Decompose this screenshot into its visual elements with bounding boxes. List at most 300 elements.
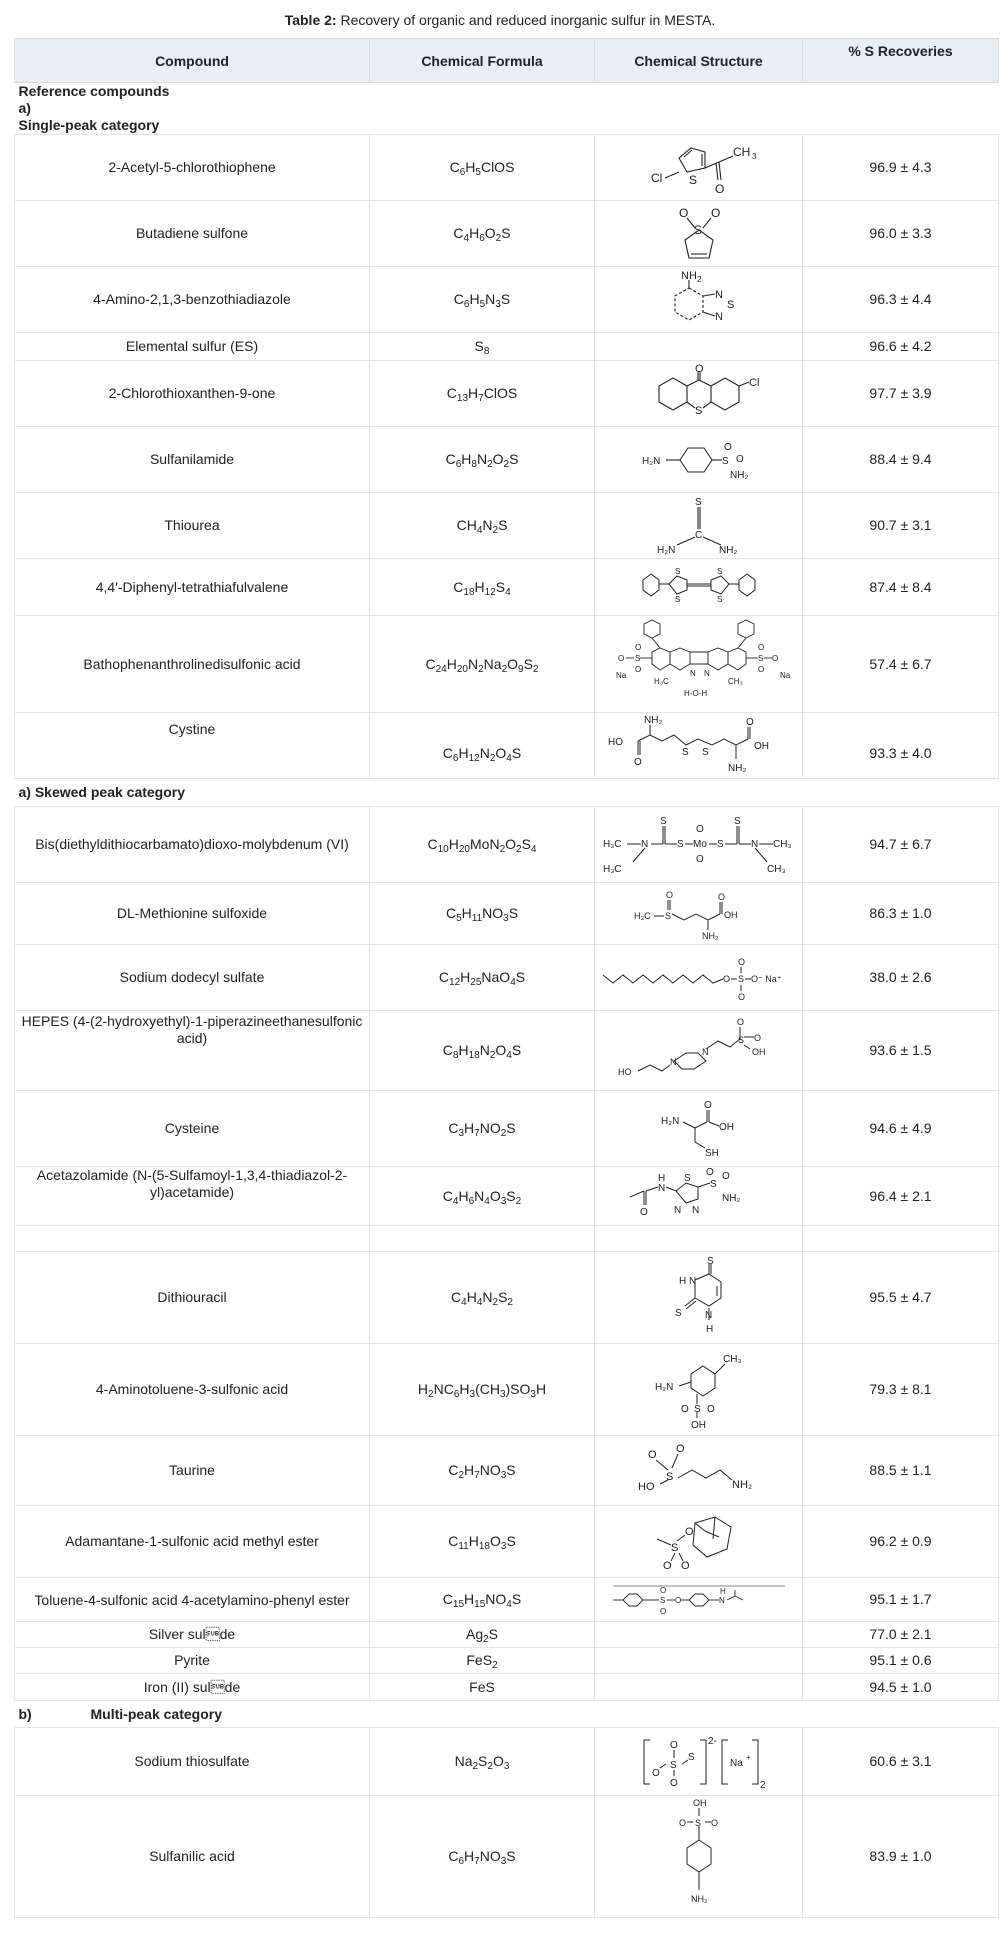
header-row (15, 39, 999, 83)
structure-cell (595, 1506, 803, 1578)
table-row (15, 616, 999, 713)
structure-chlorothioxanthenone (629, 364, 769, 424)
structure-cell (595, 1728, 803, 1796)
structure-cell (595, 1674, 803, 1701)
label-o: O (665, 889, 673, 900)
structure-cell (595, 945, 803, 1011)
compound-name: Sodium dodecyl sulfate (15, 945, 370, 1011)
structure-cell (595, 1578, 803, 1622)
structure-cell (595, 1436, 803, 1506)
label-o: O (659, 1606, 666, 1616)
recovery-value: 94.5 ± 1.0 (803, 1674, 999, 1701)
chemical-formula: $C_{11}H_{18}O_3S$ (370, 1506, 595, 1578)
recovery-value: 96.9 ± 4.3 (803, 135, 999, 201)
structure-2-acetyl-5-chlorothiophene (629, 138, 769, 198)
label-n: N (673, 1205, 681, 1216)
label-s: S (674, 1307, 682, 1319)
label-o: O (680, 1403, 689, 1415)
label-mo: Mo (693, 838, 707, 850)
header-recovery: % S Recoveries (803, 39, 999, 83)
label-o: O (710, 205, 720, 220)
label-s: S (688, 172, 697, 187)
chemical-formula: $C_4H_4N_2S_2$ (370, 1252, 595, 1344)
label-s: S (717, 838, 724, 850)
category-row-skewed (15, 779, 999, 807)
label-n: N (714, 310, 723, 323)
chemical-formula: $C_4H_6N_4O_3S_2$ (370, 1167, 595, 1226)
label-o: O (634, 665, 641, 674)
label-na: Na (779, 671, 790, 680)
label-h2o: H‑O‑H (683, 689, 707, 698)
table-row (15, 361, 999, 427)
label-s: S (709, 1179, 717, 1190)
table-row (15, 1578, 999, 1622)
label-o: O (738, 991, 746, 1002)
compound-name: Acetazolamide (N-(5-Sulfamoyl-1,3,4-thiadiazol-2-yl)acetamide) (15, 1167, 370, 1226)
label-s: S (659, 1595, 665, 1605)
label-s: S (706, 1255, 714, 1267)
structure-aminotoluene-sulfonic (639, 1348, 759, 1432)
label-oh: OH (753, 740, 769, 752)
recovery-value: 88.4 ± 9.4 (803, 427, 999, 493)
label-n: N (714, 288, 723, 301)
chemical-formula: $C_8H_{18}N_2O_4S$ (370, 1011, 595, 1091)
header-compound: Compound (15, 39, 370, 83)
compound-name: Butadiene sulfone (15, 201, 370, 267)
recovery-value: 96.2 ± 0.9 (803, 1506, 999, 1578)
label-ch: CH (732, 144, 750, 159)
label-o: O (669, 1777, 678, 1789)
table-row (15, 1436, 999, 1506)
compound-name: 2-Acetyl-5-chlorothiophene (15, 135, 370, 201)
compound-name: 4,4′-Diphenyl-tetrathiafulvalene (15, 559, 370, 616)
label-o: O (771, 654, 778, 663)
chemical-formula: $C_5H_{11}NO_3S$ (370, 883, 595, 945)
label-o: O (723, 973, 731, 984)
label-oh: OH (690, 1419, 706, 1431)
label-n: N (657, 1183, 665, 1194)
label-n: N (704, 1309, 712, 1321)
compound-name: Toluene-4-sulfonic acid 4-acetylamino-phenyl ester (15, 1578, 370, 1622)
recovery-value: 95.5 ± 4.7 (803, 1252, 999, 1344)
caption-label: Table 2: (284, 12, 337, 28)
label-o: O (736, 1016, 744, 1027)
chemical-formula: FeS$_2$ (370, 1648, 595, 1674)
label-o: O (757, 665, 764, 674)
structure-cell (595, 493, 803, 559)
compound-name: Sulfanilamide (15, 427, 370, 493)
chemical-formula: $CH_4N_2S$ (370, 493, 595, 559)
label-h3c: H₃C (603, 838, 622, 850)
structure-cell (595, 807, 803, 883)
category-row-multi (15, 1701, 999, 1728)
table-row (15, 1252, 999, 1344)
label-h2n: H₂N (656, 544, 675, 556)
category-reference-title: Reference compounds (18, 83, 170, 99)
label-s: S (674, 567, 680, 576)
table-row (15, 333, 999, 361)
label-o: O (659, 1585, 666, 1595)
label-n: N (718, 1595, 725, 1605)
label-s: S (693, 1403, 701, 1415)
table-row (15, 713, 999, 779)
chemical-formula: $C_4H_6O_2S$ (370, 201, 595, 267)
chemical-formula: $C_{15}H_{15}NO_4S$ (370, 1578, 595, 1622)
structure-molybdenum-complex (601, 812, 801, 878)
compound-name: Cysteine (15, 1091, 370, 1167)
label-o: O (710, 1817, 718, 1828)
label-o: O (639, 1207, 648, 1218)
structure-dithiouracil (649, 1256, 749, 1340)
label-h: H (657, 1173, 665, 1184)
label-o: O (684, 1525, 694, 1538)
table-row (15, 1344, 999, 1436)
compound-name: Elemental sulfur (ES) (15, 333, 370, 361)
label-o-na: O⁻ Na⁺ (751, 973, 782, 984)
empty-cell (803, 1226, 999, 1252)
label-s: S (726, 298, 734, 311)
structure-butadiene-sulfone (649, 204, 749, 264)
compound-name: Sulfanilic acid (15, 1796, 370, 1918)
recovery-value: 96.0 ± 3.3 (803, 201, 999, 267)
structure-cell (595, 1252, 803, 1344)
label-ho: HO (607, 736, 623, 748)
label-s: S (694, 404, 702, 417)
label-ho: HO (617, 1066, 631, 1077)
label-s: S (681, 746, 689, 758)
recovery-value: 83.9 ± 1.0 (803, 1796, 999, 1918)
table-row (15, 1796, 999, 1918)
category-reference (15, 83, 999, 135)
structure-cell (595, 267, 803, 333)
table-row (15, 427, 999, 493)
label-o: O (696, 853, 704, 865)
chemical-formula: $C_2H_7NO_3S$ (370, 1436, 595, 1506)
label-s: S (721, 455, 729, 467)
label-o: O (735, 453, 744, 465)
empty-cell (370, 1226, 595, 1252)
recovery-value: 96.6 ± 4.2 (803, 333, 999, 361)
label-n: N (689, 669, 696, 678)
label-h3c: H₃C (653, 677, 669, 686)
chemical-formula: $C_{13}H_7ClOS$ (370, 361, 595, 427)
label-s: S (694, 496, 702, 508)
label-o: O (745, 716, 754, 728)
chemical-formula: $C_6H_7NO_3S$ (370, 1796, 595, 1918)
compound-name: Iron (II) sulde (15, 1674, 370, 1701)
label-h: H (678, 1275, 686, 1287)
label-o: O (669, 1739, 678, 1751)
label-n: N (688, 1275, 696, 1287)
label-count: 2 (759, 1779, 766, 1791)
label-s: S (737, 1034, 744, 1045)
compound-name: Cystine (15, 713, 370, 779)
compound-name: Bathophenanthrolinedisulfonic acid (15, 616, 370, 713)
table-row (15, 135, 999, 201)
table-row (15, 1728, 999, 1796)
chemical-formula: $C_{12}H_{25}NaO_4S$ (370, 945, 595, 1011)
recovery-value: 57.4 ± 6.7 (803, 616, 999, 713)
label-n: N (669, 1056, 676, 1067)
structure-cell (595, 559, 803, 616)
label-n: N (701, 1046, 708, 1057)
table-row (15, 267, 999, 333)
structure-cysteine (639, 1096, 759, 1162)
recovery-value: 95.1 ± 0.6 (803, 1648, 999, 1674)
category-single-title: Single-peak category (18, 117, 160, 133)
label-n: N (751, 838, 759, 850)
label-oh: OH (718, 1121, 734, 1133)
header-formula: Chemical Formula (370, 39, 595, 83)
label-nh2: NH₂ (727, 762, 746, 774)
table-caption (0, 12, 1000, 28)
label-o: O (694, 363, 704, 375)
recovery-value: 90.7 ± 3.1 (803, 493, 999, 559)
recovery-value: 96.4 ± 2.1 (803, 1167, 999, 1226)
label-nh2: NH₂ (701, 930, 718, 941)
empty-cell (595, 1226, 803, 1252)
label-n: N (691, 1205, 699, 1216)
structure-cell (595, 361, 803, 427)
label-s: S (694, 1817, 701, 1828)
compound-name: Taurine (15, 1436, 370, 1506)
label-nh-sub: 2 (696, 274, 701, 284)
label-nh: NH (680, 269, 697, 282)
structure-cell (595, 1648, 803, 1674)
label-oh: OH (751, 1046, 765, 1057)
label-nh2: NH₂ (729, 469, 748, 481)
structure-cell (595, 616, 803, 713)
category-single-letter: a) (18, 100, 31, 116)
label-o: O (675, 1442, 685, 1455)
recovery-value: 88.5 ± 1.1 (803, 1436, 999, 1506)
label-s: S (670, 1541, 678, 1554)
chemical-formula: $C_6H_5ClOS$ (370, 135, 595, 201)
category-row-reference (15, 83, 999, 135)
label-nh2: NH₂ (721, 1193, 740, 1204)
table-row (15, 1167, 999, 1226)
structure-cell (595, 713, 803, 779)
compound-name: Bis(diethyldithiocarbamato)dioxo-molybdenum (VI) (15, 807, 370, 883)
structure-acetazolamide (624, 1167, 774, 1225)
label-oh: OH (692, 1797, 706, 1808)
chemical-formula: $C_6H_8N_2O_2S$ (370, 427, 595, 493)
structure-cell (595, 1344, 803, 1436)
table-row (15, 1674, 999, 1701)
label-ho: HO (637, 1480, 654, 1493)
structure-taurine (624, 1440, 774, 1502)
label-nh2: NH₂ (718, 544, 737, 556)
label-o: O (714, 181, 724, 196)
label-s: S (738, 973, 745, 984)
label-o: O (706, 1403, 715, 1415)
structure-cell (595, 1622, 803, 1648)
label-o: O (696, 823, 704, 835)
recovery-table (14, 38, 999, 1918)
label-h3c: H₃C (603, 863, 622, 875)
chemical-formula: $C_6H_{12}N_2O_4S$ (370, 713, 595, 779)
category-multi (15, 1701, 999, 1728)
label-o: O (662, 1559, 672, 1572)
structure-sodium-dodecyl-sulfate (601, 953, 801, 1003)
structure-sulfanilamide (624, 430, 774, 490)
category-multi-title: Multi-peak category (90, 1705, 222, 1722)
recovery-value: 94.6 ± 4.9 (803, 1091, 999, 1167)
label-o: O (680, 1559, 690, 1572)
structure-adamantane-ester (639, 1509, 759, 1575)
table-row (15, 1506, 999, 1578)
label-h: H (719, 1586, 726, 1596)
category-multi-letter: b) (18, 1705, 32, 1722)
label-cl: Cl (650, 170, 662, 185)
recovery-value: 95.1 ± 1.7 (803, 1578, 999, 1622)
label-o: O (651, 1767, 660, 1779)
compound-name: Adamantane-1-sulfonic acid methyl ester (15, 1506, 370, 1578)
label-nh2: NH₂ (690, 1893, 707, 1904)
label-n: N (703, 669, 710, 678)
structure-cell (595, 333, 803, 361)
label-s: S (660, 815, 667, 827)
chemical-formula: $C_{18}H_{12}S_4$ (370, 559, 595, 616)
label-s: S (757, 654, 763, 663)
recovery-value: 79.3 ± 8.1 (803, 1344, 999, 1436)
header-structure: Chemical Structure (595, 39, 803, 83)
chemical-formula: $C_3H_7NO_2S$ (370, 1091, 595, 1167)
label-h2n: H₂N (641, 455, 660, 467)
label-o: O (678, 1817, 686, 1828)
structure-cell (595, 201, 803, 267)
structure-cell (595, 1796, 803, 1918)
label-s: S (716, 567, 722, 576)
label-ch-sub: 3 (751, 151, 756, 161)
table-row (15, 201, 999, 267)
label-nh2: NH₂ (731, 1478, 752, 1491)
label-o: O (757, 643, 764, 652)
recovery-value: 94.7 ± 6.7 (803, 807, 999, 883)
label-charge: 2- (707, 1735, 717, 1747)
table-row (15, 1648, 999, 1674)
label-o: O (633, 756, 642, 768)
label-na: Na (729, 1757, 743, 1769)
table-row (15, 1091, 999, 1167)
table-row (15, 559, 999, 616)
label-ch3: CH₃ (727, 677, 743, 686)
empty-cell (15, 1226, 370, 1252)
structure-cell (595, 1167, 803, 1226)
label-o: O (703, 1099, 712, 1111)
label-s: S (734, 815, 741, 827)
category-skewed: a) Skewed peak category (15, 779, 999, 807)
structure-toluenesulfonate-ester (609, 1582, 789, 1618)
label-n: N (641, 838, 649, 850)
chemical-formula: $H_2NC_6H_3(CH_3)SO_3H$ (370, 1344, 595, 1436)
label-h2n: H₂N (660, 1115, 679, 1127)
recovery-value: 97.7 ± 3.9 (803, 361, 999, 427)
structure-bathophenanthrolinedisulfonic (604, 618, 794, 710)
label-h: H (705, 1323, 713, 1335)
label-o: O (738, 956, 746, 967)
structure-cell (595, 1011, 803, 1091)
structure-cystine (604, 715, 794, 777)
chemical-formula: $S_8$ (370, 333, 595, 361)
table-row (15, 1622, 999, 1648)
structure-cell (595, 135, 803, 201)
recovery-value: 96.3 ± 4.4 (803, 267, 999, 333)
label-o: O (678, 205, 688, 220)
label-ch3: CH₃ (722, 1353, 742, 1365)
structure-cell (595, 1091, 803, 1167)
label-o: O (674, 1595, 681, 1605)
label-na: Na (615, 671, 626, 680)
compound-name: HEPES (4-(2-hydroxyethyl)-1-piperazineethanesulfonic acid) (15, 1011, 370, 1091)
recovery-value: 93.6 ± 1.5 (803, 1011, 999, 1091)
table-row (15, 1011, 999, 1091)
structure-thiourea (639, 495, 759, 557)
chemical-formula: $Ag_2S$ (370, 1622, 595, 1648)
label-o: O (723, 441, 732, 453)
label-o: O (753, 1032, 761, 1043)
caption-text: Recovery of organic and reduced inorganic sulfur in MESTA. (336, 12, 716, 28)
label-h2n: H₂N (654, 1381, 673, 1393)
structure-sulfanilic-acid (649, 1798, 749, 1916)
label-c: C (694, 529, 702, 541)
label-s: S (669, 1759, 677, 1771)
label-s: S (701, 746, 709, 758)
structure-hepes (614, 1015, 784, 1087)
recovery-value: 87.4 ± 8.4 (803, 559, 999, 616)
label-s: S (674, 595, 680, 604)
label-cl: Cl (748, 376, 759, 389)
label-oh: OH (723, 909, 737, 920)
table-row (15, 493, 999, 559)
label-s: S (693, 222, 702, 237)
label-o: O (647, 1448, 657, 1461)
compound-name: Pyrite (15, 1648, 370, 1674)
table-row (15, 807, 999, 883)
label-s: S (665, 1470, 673, 1483)
label-s: S (687, 1751, 695, 1763)
recovery-value: 86.3 ± 1.0 (803, 883, 999, 945)
label-s: S (664, 910, 671, 921)
chemical-formula: $C_6H_5N_3S$ (370, 267, 595, 333)
compound-name: Thiourea (15, 493, 370, 559)
label-sh: SH (704, 1147, 719, 1159)
compound-name: DL-Methionine sulfoxide (15, 883, 370, 945)
table-row (15, 945, 999, 1011)
recovery-value: 93.3 ± 4.0 (803, 713, 999, 779)
structure-methionine-sulfoxide (624, 886, 774, 942)
label-s: S (716, 595, 722, 604)
label-o: O (634, 643, 641, 652)
table-row-empty (15, 1226, 999, 1252)
label-ch3: CH₃ (767, 863, 786, 875)
recovery-value: 77.0 ± 2.1 (803, 1622, 999, 1648)
structure-cell (595, 883, 803, 945)
structure-amino-benzothiadiazole (639, 270, 759, 330)
chemical-formula: $C_{24}H_{20}N_2Na_2O_9S_2$ (370, 616, 595, 713)
label-s: S (634, 654, 640, 663)
table-row (15, 883, 999, 945)
label-ch3: CH₃ (773, 838, 792, 850)
label-nh2: NH₂ (643, 714, 662, 726)
recovery-value: 60.6 ± 3.1 (803, 1728, 999, 1796)
compound-name: 4-Amino-2,1,3-benzothiadiazole (15, 267, 370, 333)
label-o: O (617, 654, 624, 663)
chemical-formula: $C_{10}H_{20}MoN_2O_2S_4$ (370, 807, 595, 883)
compound-name: Silver sulde (15, 1622, 370, 1648)
label-s: S (683, 1173, 691, 1184)
structure-sodium-thiosulfate (624, 1732, 774, 1792)
